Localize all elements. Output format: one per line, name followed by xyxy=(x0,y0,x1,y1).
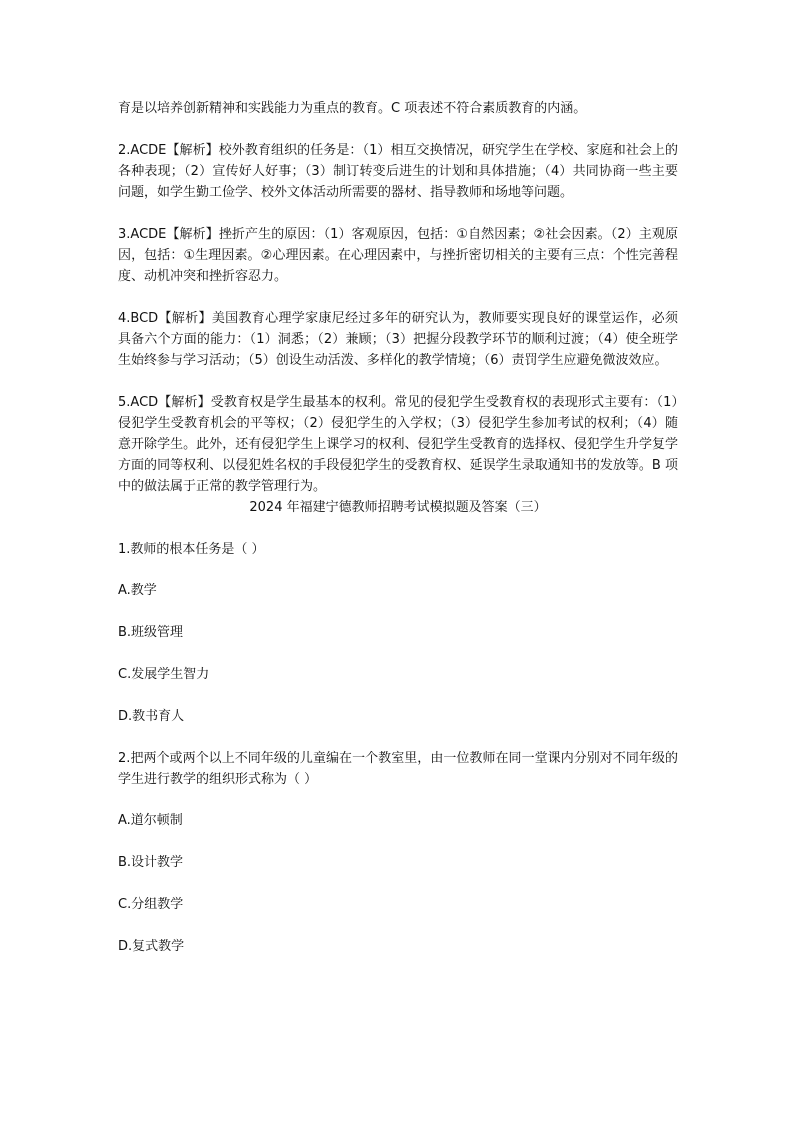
section-title: 2024 年福建宁德教师招聘考试模拟题及答案（三） xyxy=(249,500,547,515)
answer-paragraph: 3.ACDE【解析】挫折产生的原因：（1）客观原因，包括：①自然因素；②社会因素。（2）主观原因，包括：①生理因素。②心理因素。在心理因素中，与挫折密切相关的主要有三点：个性完善程度、动机冲突和挫折容忍力。 xyxy=(118,227,678,284)
option-a: A.道尔顿制 xyxy=(118,813,183,828)
option-d: D.复式教学 xyxy=(118,939,185,954)
option-b: B.班级管理 xyxy=(118,625,184,640)
document-page xyxy=(118,98,678,978)
answer-paragraph: 育是以培养创新精神和实践能力为重点的教育。C 项表述不符合素质教育的内涵。 xyxy=(118,101,587,116)
option-b: B.设计教学 xyxy=(118,855,184,870)
option-d: D.教书育人 xyxy=(118,709,185,724)
answer-paragraph: 5.ACD【解析】受教育权是学生最基本的权利。常见的侵犯学生受教育权的表现形式主要有：（1）侵犯学生受教育机会的平等权；（2）侵犯学生的入学权；（3）侵犯学生参加考试的权利；（4）随意开除学生。此外，还有侵犯学生上课学习的权利、侵犯学生受教育的选择权、侵犯学生升学复学方面的同等权利、以侵犯姓名权的手段侵犯学生的受教育权、延误学生录取通知书的发放等。B 项中的做法属于正常的教学管理行为。 xyxy=(118,395,678,494)
answer-paragraph: 4.BCD【解析】美国教育心理学家康尼经过多年的研究认为，教师要实现良好的课堂运作，必须具备六个方面的能力：（1）洞悉；（2）兼顾；（3）把握分段教学环节的顺利过渡；（4）使全班学生始终参与学习活动；（5）创设生动活泼、多样化的教学情境；（6）责罚学生应避免微波效应。 xyxy=(118,311,678,368)
question-stem: 2.把两个或两个以上不同年级的儿童编在一个教室里，由一位教师在同一堂课内分别对不同年级的学生进行教学的组织形式称为（ ） xyxy=(118,751,678,787)
option-c: C.分组教学 xyxy=(118,897,184,912)
option-a: A.教学 xyxy=(118,583,157,598)
question-stem: 1.教师的根本任务是（ ） xyxy=(118,542,265,557)
option-c: C.发展学生智力 xyxy=(118,667,210,682)
answer-paragraph: 2.ACDE【解析】校外教育组织的任务是：（1）相互交换情况，研究学生在学校、家庭和社会上的各种表现；（2）宣传好人好事；（3）制订转变后进生的计划和具体措施；（4）共同协商一些主要问题，如学生勤工俭学、校外文体活动所需要的器材、指导教师和场地等问题。 xyxy=(118,143,678,200)
